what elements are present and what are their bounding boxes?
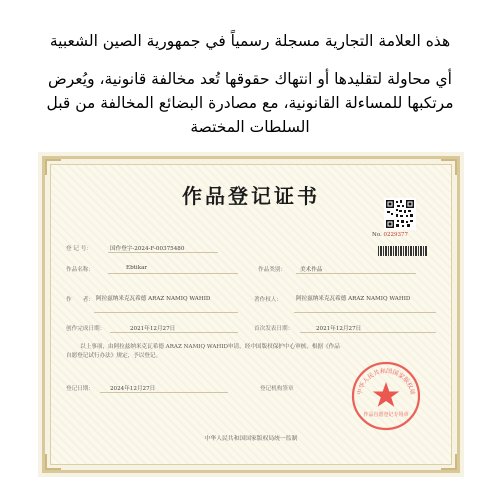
underline — [294, 312, 436, 313]
statement-line-1: 以上事项，由阿拉兹纳米克瓦希德 ARAZ NAMIQ WAHID申请，经中国版权保护中心审核，根据《作品 — [80, 344, 340, 350]
completion-date-label: 创作完成日期： — [66, 326, 106, 332]
registration-date-label: 登记日期： — [66, 386, 94, 392]
publication-date-label: 首次发表日期： — [254, 326, 294, 332]
corner-ornament — [45, 454, 61, 470]
corner-ornament — [441, 159, 457, 175]
arabic-notice — [0, 0, 500, 150]
underline — [110, 332, 238, 333]
author-name: 阿拉兹纳米克瓦希德 ARAZ NAMIQ WAHID — [96, 296, 211, 302]
seal-text-top: 中华人民共和国国家版权局 — [356, 367, 416, 396]
serial-number — [372, 232, 442, 238]
certificate-footer: 中华人民共和国国家版权局统一监制 — [204, 436, 298, 442]
seal-text-bottom: 作品自愿登记专用章 — [363, 412, 409, 418]
publication-date: 2021年12月27日 — [316, 326, 362, 332]
qr-code-icon — [384, 198, 416, 230]
underline — [300, 332, 436, 333]
work-name: Ebtikar — [126, 265, 148, 271]
copyright-certificate — [38, 152, 464, 477]
copyright-owner-label: 著作权人： — [254, 297, 282, 303]
completion-date: 2021年12月27日 — [130, 326, 176, 332]
notice-line-1: هذه العلامة التجارية مسجلة رسمياً في جمهورية الصين الشعبية — [49, 32, 451, 50]
author-label: 作 者： — [66, 297, 94, 303]
corner-ornament — [45, 159, 61, 175]
registration-label: 登 记 号： — [66, 246, 92, 252]
statement-line-2: 自愿登记试行办法》规定，予以登记。 — [66, 353, 162, 359]
notice-line-4: السلطات المختصة — [190, 118, 310, 136]
notice-line-3: مرتكبها للمساءلة القانونية، مع مصادرة البضائع المخالفة من قبل — [46, 94, 454, 112]
underline — [100, 392, 228, 393]
barcode-icon — [378, 246, 428, 256]
authority-label: 登记机构签章 — [260, 386, 294, 392]
underline — [108, 252, 218, 253]
serial-label: No. — [372, 232, 382, 238]
underline — [108, 273, 238, 274]
underline — [296, 273, 416, 274]
seal-star-icon — [373, 382, 400, 407]
certificate-title: 作品登记证书 — [182, 184, 320, 208]
corner-ornament — [441, 454, 457, 470]
copyright-owner-name: 阿拉兹纳米克瓦希德 ARAZ NAMIQ WAHID — [296, 296, 411, 302]
official-seal — [350, 360, 422, 432]
work-type-label: 作品类别： — [258, 267, 286, 273]
notice-line-2: أي محاولة لتقليدها أو انتهاك حقوقها تُعد مخالفة قانونية، ويُعرض — [47, 70, 452, 88]
work-type: 美术作品 — [300, 267, 323, 273]
registration-statement — [66, 343, 436, 361]
serial-value: 0229377 — [383, 232, 409, 238]
work-name-label: 作品名称： — [66, 267, 94, 273]
underline — [94, 312, 238, 313]
registration-date: 2024年12月27日 — [110, 386, 156, 392]
registration-number: 国作登字-2024-F-00375480 — [110, 246, 185, 252]
